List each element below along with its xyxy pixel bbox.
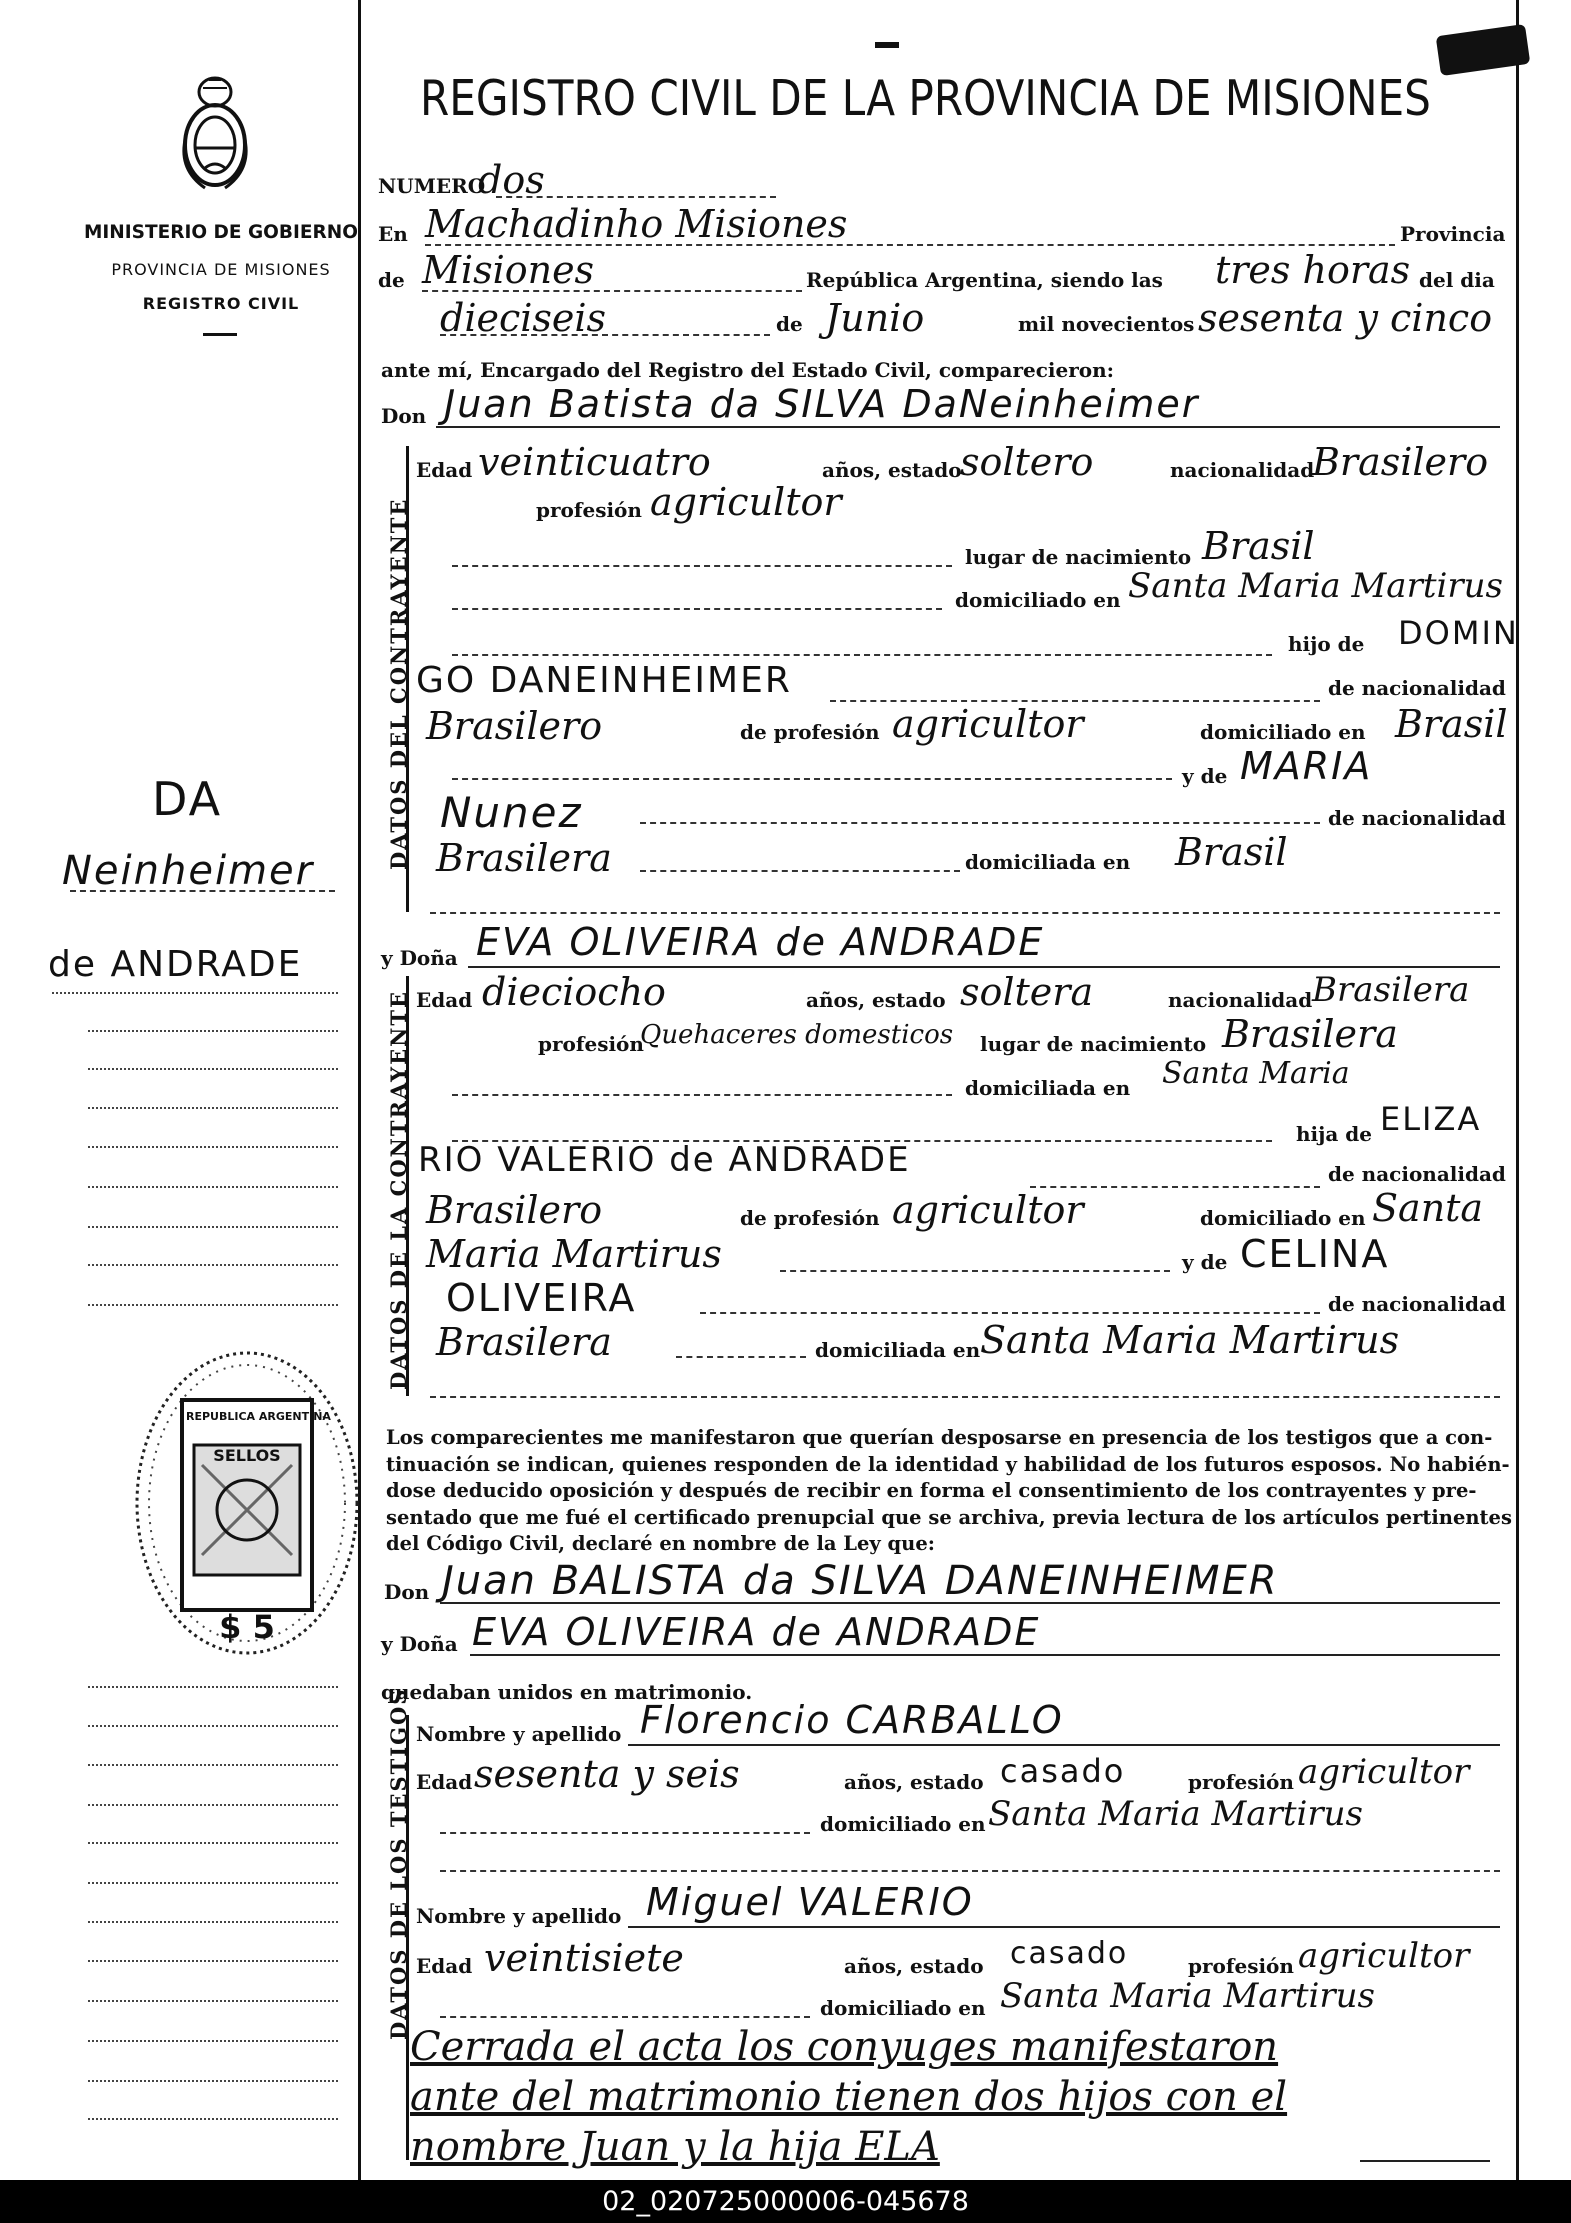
margin-dotted-line (88, 1226, 338, 1228)
t2-edad-label: Edad (416, 1954, 473, 1978)
stamp-top-text: REPUBLICA ARGENTINA (186, 1410, 331, 1423)
c-padre-nac: Brasilero (426, 704, 603, 748)
testigos-side-label: DATOS DE LOS TESTIGOS (386, 1687, 411, 2040)
margin-note-line3: de ANDRADE (48, 944, 303, 985)
t1-anios-label: años, estado (844, 1770, 984, 1794)
c-edad-label: Edad (416, 458, 473, 482)
contrayente-name: Juan Batista da SILVA DaNeinheimer (444, 382, 1200, 426)
del-dia-label: del dia (1419, 268, 1495, 292)
provincia-line (422, 290, 802, 292)
t2-blank-line (440, 2016, 810, 2018)
contrayenta-name: EVA OLIVEIRA de ANDRADE (476, 920, 1045, 964)
e-de-profesion-label: de profesión (740, 1206, 880, 1230)
margin-dotted-line (88, 1107, 338, 1109)
stamp-mid-text: SELLOS (213, 1446, 281, 1465)
c-blank-line (452, 654, 1272, 656)
margin-dotted-line (88, 1804, 338, 1806)
e-blank-line (430, 1396, 1500, 1398)
margin-dotted-line (88, 2118, 338, 2120)
numero-value: dos (478, 158, 545, 202)
t-blank-line (440, 1870, 1500, 1872)
declaration-line: Los comparecientes me manifestaron que querían desposarse en presencia de los testigos que a con- (386, 1426, 1493, 1449)
decl-dona-line (470, 1654, 1500, 1656)
e-padre-b: RIO VALERIO de ANDRADE (418, 1140, 911, 1180)
c-domicilio: Santa Maria Martirus (1128, 566, 1503, 606)
lugar-value: Machadinho Misiones (425, 202, 848, 246)
e-domiciliado-en-label: domiciliado en (1200, 1206, 1366, 1230)
e-padre-dom-a: Santa (1372, 1186, 1484, 1230)
e-edad-label: Edad (416, 988, 473, 1012)
e-madre-a: CELINA (1240, 1232, 1390, 1276)
e-profesion: Quehaceres domesticos (640, 1020, 954, 1050)
provincia-label: Provincia (1400, 222, 1506, 246)
margin-dotted-line (88, 2000, 338, 2002)
t1-edad: sesenta y seis (474, 1752, 740, 1796)
margin-dotted-line (88, 1186, 338, 1188)
mil-label: mil novecientos (1018, 312, 1195, 336)
e-edad: dieciocho (482, 970, 666, 1014)
c-blank-line (640, 822, 1320, 824)
c-madre-nac: Brasilera (436, 836, 612, 880)
c-hijo-label: hijo de (1288, 632, 1365, 656)
margin-note-rule (70, 890, 335, 892)
note-line-1: Cerrada el acta los conyuges manifestaron (410, 2024, 1279, 2070)
anio-value: sesenta y cinco (1198, 296, 1493, 340)
e-lugar-nac: Brasilera (1222, 1012, 1398, 1056)
c-domiciliado-en-label: domiciliado en (1200, 720, 1366, 744)
c-blank-line (430, 912, 1500, 914)
e-padre-a: ELIZA (1380, 1100, 1482, 1138)
margin-dotted-line (52, 992, 338, 994)
e-domicilio: Santa Maria (1162, 1056, 1350, 1091)
margin-dotted-line (88, 1882, 338, 1884)
de-mes-label: de (776, 312, 803, 336)
c-madre-dom: Brasil (1175, 830, 1288, 874)
margin-dotted-line (88, 1764, 338, 1766)
c-lugar-nac: Brasil (1202, 524, 1315, 568)
c-nacionalidad-label: nacionalidad (1170, 458, 1315, 482)
dia-value: dieciseis (440, 296, 607, 340)
ministry-title: MINISTERIO DE GOBIERNO (84, 222, 358, 243)
margin-dotted-line (88, 1960, 338, 1962)
contrayenta-name-line (468, 966, 1500, 968)
margin-dotted-line (88, 1030, 338, 1032)
e-padre-nac: Brasilero (426, 1188, 603, 1232)
don-label: Don (381, 404, 427, 428)
c-y-de-label: y de (1182, 764, 1228, 788)
t2-profesion: agricultor (1298, 1936, 1470, 1976)
margin-dotted-line (88, 1725, 338, 1727)
t2-nombre: Miguel VALERIO (646, 1880, 974, 1924)
dia-line (440, 334, 770, 336)
e-blank-line (780, 1270, 1170, 1272)
margin-dotted-line (88, 2080, 338, 2082)
c-blank-line (452, 565, 952, 567)
contrayenta-side-label: DATOS DE LA CONTRAYENTE (386, 989, 411, 1390)
c-edad: veinticuatro (478, 440, 711, 484)
e-anios-label: años, estado (806, 988, 946, 1012)
e-blank-line (676, 1356, 806, 1358)
c-blank-line (640, 870, 960, 872)
c-padre-prof: agricultor (892, 702, 1084, 746)
margin-dotted-line (88, 2040, 338, 2042)
e-madre-dom: Santa Maria Martirus (980, 1318, 1400, 1362)
e-madre-b: OLIVEIRA (446, 1276, 637, 1320)
c-lugar-nac-label: lugar de nacimiento (965, 545, 1192, 569)
footer-code: 02_020725000006-045678 (602, 2186, 969, 2217)
c-nacionalidad: Brasilero (1312, 440, 1489, 484)
provincia-value: Misiones (422, 248, 595, 292)
c-de-profesion-label: de profesión (740, 720, 880, 744)
c-profesion-label: profesión (536, 498, 642, 522)
margin-dotted-line (88, 1921, 338, 1923)
t2-domiciliado-label: domiciliado en (820, 1996, 986, 2020)
decl-closing: quedaban unidos en matrimonio. (381, 1680, 753, 1704)
e-de-nac-label: de nacionalidad (1328, 1162, 1506, 1186)
e-blank-line (700, 1312, 1320, 1314)
t1-dom: Santa Maria Martirus (988, 1794, 1363, 1834)
t1-domiciliado-label: domiciliado en (820, 1812, 986, 1836)
decl-don-name: Juan BALISTA da SILVA DANEINHEIMER (442, 1558, 1279, 1604)
e-madre-dom-label: domiciliada en (815, 1338, 981, 1362)
decl-don-line (440, 1602, 1500, 1604)
margin-note-line2: Neinheimer (62, 848, 315, 894)
dona-label: y Doña (381, 946, 458, 970)
decl-dona-label: y Doña (381, 1632, 458, 1656)
c-madre-b: Nunez (440, 788, 583, 837)
e-estado: soltera (960, 970, 1094, 1014)
c-estado: soltero (960, 440, 1094, 484)
note-line-2: ante del matrimonio tienen dos hijos con el (410, 2074, 1288, 2120)
margin-dotted-line (88, 1686, 338, 1688)
header-underline (203, 333, 237, 336)
hora-value: tres horas (1215, 248, 1411, 292)
c-blank-line (452, 608, 942, 610)
c-domiciliado-label: domiciliado en (955, 588, 1121, 612)
e-y-de-label: y de (1182, 1250, 1228, 1274)
lugar-line (425, 244, 1395, 246)
margin-dotted-line (88, 1264, 338, 1266)
declaration-line: sentado que me fué el certificado prenupcial que se archiva, previa lectura de los artículos pertinentes (386, 1505, 1512, 1529)
republica-text: República Argentina, siendo las (806, 268, 1163, 292)
t2-profesion-label: profesión (1188, 1954, 1294, 1978)
t1-estado: casado (1000, 1752, 1126, 1790)
page-title: REGISTRO CIVIL DE LA PROVINCIA DE MISIONES (420, 70, 1431, 127)
mes-value: Junio (825, 296, 925, 340)
c-domiciliada-label: domiciliada en (965, 850, 1131, 874)
registry-title: REGISTRO CIVIL (142, 294, 300, 313)
t1-blank-line (440, 1832, 810, 1834)
e-blank-line (452, 1094, 952, 1096)
t1-nombre: Florencio CARBALLO (640, 1698, 1064, 1742)
t2-edad: veintisiete (484, 1936, 684, 1980)
e-madre-nac: Brasilera (436, 1320, 612, 1364)
margin-dotted-line (88, 1304, 338, 1306)
c-padre-b: GO DANEINHEIMER (416, 660, 792, 701)
stamp-value: $ 5 (219, 1608, 275, 1646)
e-padre-prof: agricultor (892, 1188, 1084, 1232)
e-profesion-label: profesión (538, 1032, 644, 1056)
contrayente-name-line (436, 426, 1500, 428)
margin-dotted-line (88, 1068, 338, 1070)
coat-of-arms-icon (175, 70, 255, 204)
contrayente-side-label: DATOS DEL CONTRAYENTE (386, 497, 411, 870)
t1-profesion: agricultor (1298, 1752, 1470, 1792)
t2-dom: Santa Maria Martirus (1000, 1976, 1375, 2016)
top-mark (875, 42, 899, 48)
province-title: PROVINCIA DE MISIONES (111, 260, 331, 279)
numero-line (496, 196, 776, 198)
numero-label: NUMERO (378, 174, 486, 198)
t1-nombre-label: Nombre y apellido (416, 1722, 622, 1746)
declaration-line: tinuación se indican, quienes responden de la identidad y habilidad de los futuros esposos. No habién- (386, 1452, 1510, 1476)
c-madre-a: MARIA (1240, 744, 1373, 788)
decl-dona-name: EVA OLIVEIRA de ANDRADE (472, 1610, 1041, 1654)
c-profesion: agricultor (650, 480, 842, 524)
e-lugar-nac-label: lugar de nacimiento (980, 1032, 1207, 1056)
en-label: En (378, 222, 408, 246)
c-padre-a: DOMIN (1398, 614, 1519, 652)
note-line-3: nombre Juan y la hija ELA (410, 2124, 940, 2170)
declaration-paragraph (386, 1425, 1512, 1558)
t2-estado: casado (1010, 1936, 1129, 1971)
right-margin-rule (1516, 0, 1519, 2180)
t2-nombre-line (628, 1926, 1500, 1928)
note-end-line (1360, 2160, 1490, 2162)
e-padre-dom-b: Maria Martirus (426, 1232, 722, 1276)
de-label: de (378, 268, 405, 292)
e-madre-nac-label: de nacionalidad (1328, 1292, 1506, 1316)
e-hija-label: hija de (1296, 1122, 1373, 1146)
margin-note-line1: DA (152, 772, 223, 826)
t2-anios-label: años, estado (844, 1954, 984, 1978)
e-nacionalidad-label: nacionalidad (1168, 988, 1313, 1012)
c-madre-nac-label: de nacionalidad (1328, 806, 1506, 830)
t1-profesion-label: profesión (1188, 1770, 1294, 1794)
e-nacionalidad: Brasilera (1312, 970, 1470, 1010)
margin-dotted-line (88, 1842, 338, 1844)
c-de-nac-label: de nacionalidad (1328, 676, 1506, 700)
declaration-line: dose deducido oposición y después de recibir en forma el consentimiento de los contrayentes y pre- (386, 1479, 1477, 1502)
t2-nombre-label: Nombre y apellido (416, 1904, 622, 1928)
t1-edad-label: Edad (416, 1770, 473, 1794)
e-domiciliada-label: domiciliada en (965, 1076, 1131, 1100)
decl-don-label: Don (384, 1580, 430, 1604)
margin-dotted-line (88, 1146, 338, 1148)
t1-nombre-line (628, 1744, 1500, 1746)
c-padre-dom: Brasil (1395, 702, 1508, 746)
ante-text: ante mí, Encargado del Registro del Estado Civil, comparecieron: (381, 358, 1115, 382)
left-margin-rule (358, 0, 361, 2180)
c-blank-line (452, 778, 1172, 780)
c-anios-label: años, estado (822, 458, 962, 482)
declaration-line: del Código Civil, declaré en nombre de la Ley que: (386, 1532, 935, 1555)
